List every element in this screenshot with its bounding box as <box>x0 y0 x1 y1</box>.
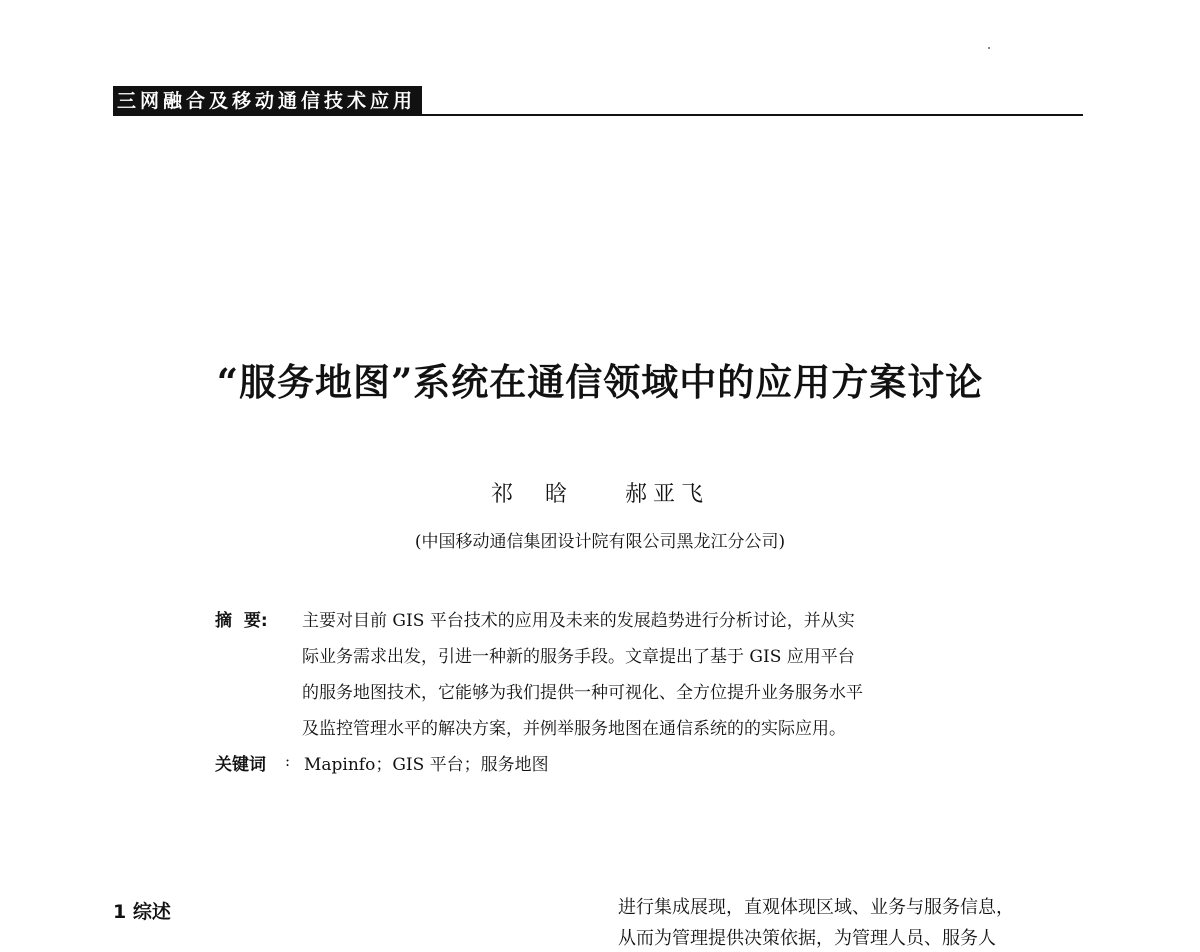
keywords-separator: : <box>285 752 291 770</box>
paper-affiliation: (中国移动通信集团设计院有限公司黑龙江分公司) <box>414 532 786 552</box>
scan-speck <box>988 47 990 49</box>
paper-authors: 祁 晗 郝亚飞 <box>491 482 709 507</box>
header-rule <box>113 114 1083 116</box>
body-text-line-1: 进行集成展现，直观体现区域、业务与服务信息， <box>618 897 1014 918</box>
section-label: 三网融合及移动通信技术应用 <box>113 86 422 116</box>
section-heading: 1 综述 <box>113 901 171 923</box>
abstract-line-4: 及监控管理水平的解决方案，并例举服务地图在通信系统的的实际应用。 <box>302 719 846 739</box>
abstract-label: 摘 要: <box>215 611 268 631</box>
running-header <box>113 84 1083 116</box>
keywords-value: Mapinfo；GIS 平台；服务地图 <box>304 755 549 775</box>
abstract-line-3: 的服务地图技术，它能够为我们提供一种可视化、全方位提升业务服务水平 <box>302 683 863 703</box>
abstract-line-2: 际业务需求出发，引进一种新的服务手段。文章提出了基于 GIS 应用平台 <box>302 647 855 667</box>
paper-title: “服务地图”系统在通信领域中的应用方案讨论 <box>216 360 984 404</box>
abstract-line-1: 主要对目前 GIS 平台技术的应用及未来的发展趋势进行分析讨论，并从实 <box>302 611 855 631</box>
body-text-line-2: 从而为管理提供决策依据，为管理人员、服务人 <box>618 928 996 949</box>
keywords-label: 关键词 <box>215 755 266 775</box>
